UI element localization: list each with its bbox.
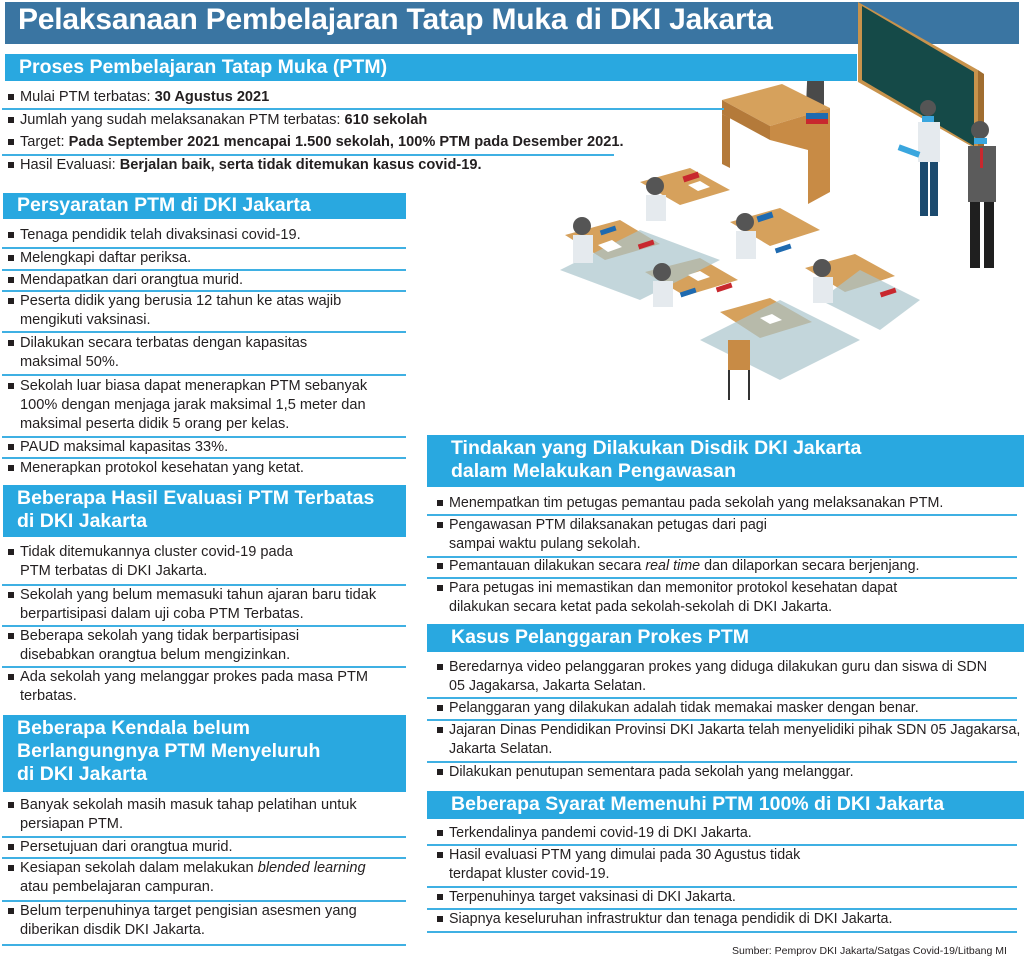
- list-item: Menempatkan tim petugas pemantau pada sekolah yang melaksanakan PTM.: [431, 494, 1024, 513]
- section-header-proses: [5, 54, 857, 81]
- list-item: Belum terpenuhinya target pengisian asesmen yang diberikan disdik DKI Jakarta.: [2, 902, 372, 940]
- list-item: Terkendalinya pandemi covid-19 di DKI Jakarta.: [431, 824, 1024, 843]
- section-header-syarat: [427, 791, 1024, 819]
- section-title-line-1: Tindakan yang Dilakukan Disdik DKI Jakarta: [451, 437, 862, 459]
- list-item: Peserta didik yang berusia 12 tahun ke atas wajib mengikuti vaksinasi.: [2, 292, 400, 330]
- section-title-line-1: Beberapa Hasil Evaluasi PTM Terbatas: [17, 487, 375, 509]
- section-header-persyaratan: [3, 193, 406, 219]
- section-title-line-3: di DKI Jakarta: [17, 763, 148, 785]
- list-item: Target: Pada September 2021 mencapai 1.500 sekolah, 100% PTM pada Desember 2021.: [2, 133, 722, 152]
- divider: [2, 944, 406, 946]
- divider: [2, 374, 406, 376]
- list-item: Mendapatkan dari orangtua murid.: [2, 271, 402, 290]
- list-item: Pelanggaran yang dilakukan adalah tidak memakai masker dengan benar.: [431, 699, 1024, 718]
- list-item: Menerapkan protokol kesehatan yang ketat.: [2, 459, 402, 478]
- list-item: Pemantauan dilakukan secara real time dan dilaporkan secara berjenjang.: [431, 557, 1024, 576]
- list-item: Mulai PTM terbatas: 30 Agustus 2021: [2, 88, 702, 107]
- divider: [2, 108, 724, 110]
- list-item: Persetujuan dari orangtua murid.: [2, 838, 402, 857]
- divider: [427, 931, 1017, 933]
- list-item: Beberapa sekolah yang tidak berpartisipasi disebabkan orangtua belum mengizinkan.: [2, 627, 342, 665]
- section-header-kendala: [3, 715, 406, 792]
- section-title: Beberapa Syarat Memenuhi PTM 100% di DKI Jakarta: [451, 793, 945, 815]
- list-item: Melengkapi daftar periksa.: [2, 249, 402, 268]
- section-header-evaluasi: [3, 485, 406, 537]
- section-title: Proses Pembelajaran Tatap Muka (PTM): [19, 56, 388, 78]
- section-title: Persyaratan PTM di DKI Jakarta: [17, 194, 311, 216]
- list-item: Beredarnya video pelanggaran prokes yang diduga dilakukan guru dan siswa di SDN 05 Jagakarsa, Jakarta Selatan.: [431, 658, 991, 696]
- section-title-line-2: di DKI Jakarta: [17, 510, 148, 532]
- list-item: Hasil Evaluasi: Berjalan baik, serta tidak ditemukan kasus covid-19.: [2, 156, 722, 175]
- list-item: Pengawasan PTM dilaksanakan petugas dari pagi sampai waktu pulang sekolah.: [431, 516, 801, 554]
- list-item: Sekolah luar biasa dapat menerapkan PTM sebanyak 100% dengan menjaga jarak maksimal 1,5 meter dan maksimal peserta didik 5 orang per kelas.: [2, 377, 406, 434]
- section-title-line-2: Berlangungnya PTM Menyeluruh: [17, 740, 321, 762]
- section-title: Kasus Pelanggaran Prokes PTM: [451, 626, 750, 648]
- list-item: Kesiapan sekolah dalam melakukan blended learning atau pembelajaran campuran.: [2, 859, 382, 897]
- list-item: Hasil evaluasi PTM yang dimulai pada 30 Agustus tidak terdapat kluster covid-19.: [431, 846, 811, 884]
- section-title-line-1: Beberapa Kendala belum: [17, 717, 250, 739]
- list-item: Ada sekolah yang melanggar prokes pada masa PTM terbatas.: [2, 668, 382, 706]
- source-credit: Sumber: Pemprov DKI Jakarta/Satgas Covid-19/Litbang MI: [732, 945, 1007, 957]
- list-item: Dilakukan secara terbatas dengan kapasitas maksimal 50%.: [2, 334, 372, 372]
- list-item: Siapnya keseluruhan infrastruktur dan tenaga pendidik di DKI Jakarta.: [431, 910, 1024, 929]
- divider: [2, 331, 406, 333]
- list-item: Dilakukan penutupan sementara pada sekolah yang melanggar.: [431, 763, 1024, 782]
- list-item: PAUD maksimal kapasitas 33%.: [2, 438, 402, 457]
- page-title: Pelaksanaan Pembelajaran Tatap Muka di DKI Jakarta: [18, 3, 773, 36]
- list-item: Jumlah yang sudah melaksanakan PTM terbatas: 610 sekolah: [2, 111, 702, 130]
- list-item: Terpenuhinya target vaksinasi di DKI Jakarta.: [431, 888, 1024, 907]
- list-item: Jajaran Dinas Pendidikan Provinsi DKI Jakarta telah menyelidiki pihak SDN 05 Jagakarsa, Jakarta Selatan.: [431, 721, 1024, 759]
- list-item: Para petugas ini memastikan dan memonitor protokol kesehatan dapat dilakukan secara ketat pada sekolah-sekolah di DKI Jakarta.: [431, 579, 901, 617]
- list-item: Sekolah yang belum memasuki tahun ajaran baru tidak berpartisipasi dalam uji coba PTM Terbatas.: [2, 586, 406, 624]
- section-header-pelanggaran: [427, 624, 1024, 652]
- list-item: Tidak ditemukannya cluster covid-19 pada PTM terbatas di DKI Jakarta.: [2, 543, 302, 581]
- list-item: Tenaga pendidik telah divaksinasi covid-19.: [2, 226, 402, 245]
- section-title-line-2: dalam Melakukan Pengawasan: [451, 460, 737, 482]
- list-item: Banyak sekolah masih masuk tahap pelatihan untuk persiapan PTM.: [2, 796, 382, 834]
- section-header-tindakan: [427, 435, 1024, 487]
